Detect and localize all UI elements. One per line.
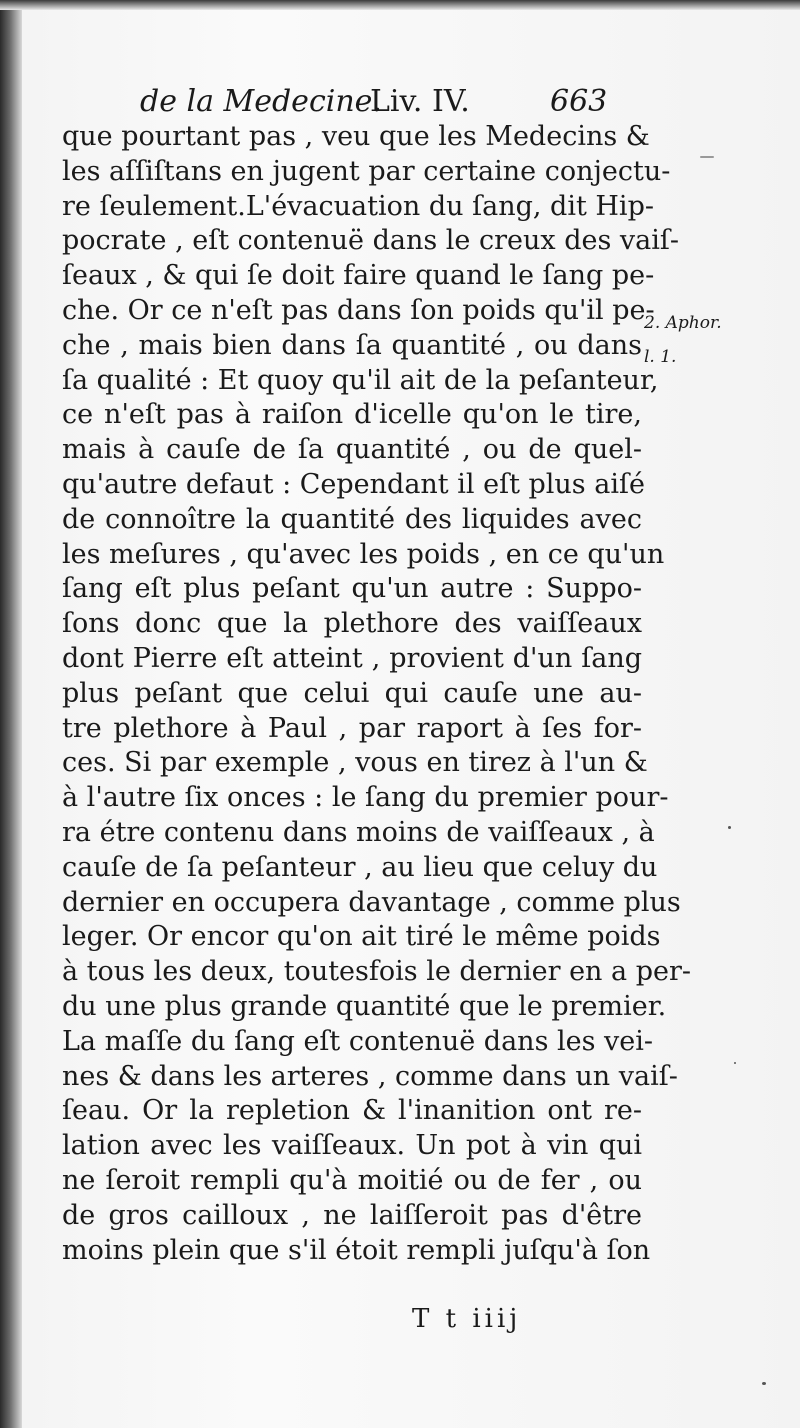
text-line: du une plus grande quantité que le premier. bbox=[62, 990, 667, 1022]
text-line: che. Or ce n'eſt pas dans ſon poids qu'il pe- bbox=[62, 294, 655, 326]
book-label: Liv. IV. bbox=[370, 84, 470, 119]
text-line: tre plethore à Paul , par raport à ſes for- bbox=[62, 712, 642, 744]
margin-note-reference: 2. Aphor. bbox=[644, 313, 722, 333]
text-line: plus peſant que celui qui cauſe une au- bbox=[62, 677, 642, 709]
text-line: de connoître la quantité des liquides avec bbox=[62, 503, 642, 535]
text-line: à l'autre ſix onces : le ſang du premier pour- bbox=[62, 782, 669, 814]
text-line: lation avec les vaiſſeaux. Un pot à vin qui bbox=[62, 1130, 642, 1162]
text-line: ſa qualité : Et quoy qu'il ait de la peſanteur, bbox=[62, 364, 659, 396]
text-line: dont Pierre eſt atteint , provient d'un ſang bbox=[62, 642, 642, 674]
text-line: ſang eſt plus peſant qu'un autre : Suppo- bbox=[62, 573, 642, 605]
paper-speck bbox=[700, 156, 714, 158]
text-line: ra étre contenu dans moins de vaiſſeaux , à bbox=[62, 816, 655, 848]
text-line: leger. Or encor qu'on ait tiré le même poids bbox=[62, 921, 661, 953]
book-page bbox=[22, 10, 800, 1428]
text-line: ſons donc que la plethore des vaiſſeaux bbox=[62, 608, 642, 640]
text-line: qu'autre defaut : Cependant il eſt plus aiſé bbox=[62, 468, 645, 500]
running-title: de la Medecine. bbox=[140, 84, 382, 119]
text-line: pocrate , eſt contenuë dans le creux des vaiſ- bbox=[62, 225, 679, 257]
scan-shadow-top bbox=[0, 0, 800, 10]
text-line: ces. Si par exemple , vous en tirez à l'un & bbox=[62, 747, 648, 779]
text-line: les aſſiſtans en jugent par certaine conjectu- bbox=[62, 155, 671, 187]
text-line: moins plein que s'il étoit rempli juſqu'à ſon bbox=[62, 1234, 651, 1266]
text-line: ne ſeroit rempli qu'à moitié ou de fer , ou bbox=[62, 1164, 642, 1196]
margin-note bbox=[644, 306, 722, 374]
paper-speck bbox=[728, 826, 731, 829]
paper-speck bbox=[734, 1062, 736, 1064]
text-line: re ſeulement.L'évacuation du ſang, dit Hip- bbox=[62, 190, 654, 222]
text-line: ſeau. Or la repletion & l'inanition ont re- bbox=[62, 1095, 642, 1127]
text-line: La maſſe du ſang eſt contenuë dans les vei- bbox=[62, 1025, 654, 1057]
text-line: nes & dans les arteres , comme dans un vaiſ- bbox=[62, 1060, 678, 1092]
scan-shadow-left bbox=[0, 0, 22, 1428]
text-line: de gros cailloux , ne laiſſeroit pas d'être bbox=[62, 1199, 642, 1231]
signature-mark: T t iiij bbox=[412, 1304, 522, 1334]
text-line: dernier en occupera davantage , comme plus bbox=[62, 886, 681, 918]
text-line: ce n'eſt pas à raiſon d'icelle qu'on le tire, bbox=[62, 399, 642, 431]
text-line: à tous les deux, toutesfois le dernier en a per- bbox=[62, 956, 691, 988]
text-line: que pourtant pas , veu que les Medecins & bbox=[62, 121, 650, 152]
text-line: les meſures , qu'avec les poids , en ce qu'un bbox=[62, 538, 665, 570]
text-line: che , mais bien dans ſa quantité , ou dans bbox=[62, 329, 642, 361]
text-line: mais à cauſe de ſa quantité , ou de quel- bbox=[62, 434, 642, 466]
paper-speck bbox=[762, 1382, 766, 1385]
margin-note-section: l. 1. bbox=[644, 347, 677, 367]
page-header bbox=[120, 80, 650, 124]
page-number: 663 bbox=[550, 84, 608, 119]
text-line: ſeaux , & qui ſe doit faire quand le ſang pe- bbox=[62, 260, 655, 292]
text-line: cauſe de ſa peſanteur , au lieu que celuy du bbox=[62, 851, 658, 883]
